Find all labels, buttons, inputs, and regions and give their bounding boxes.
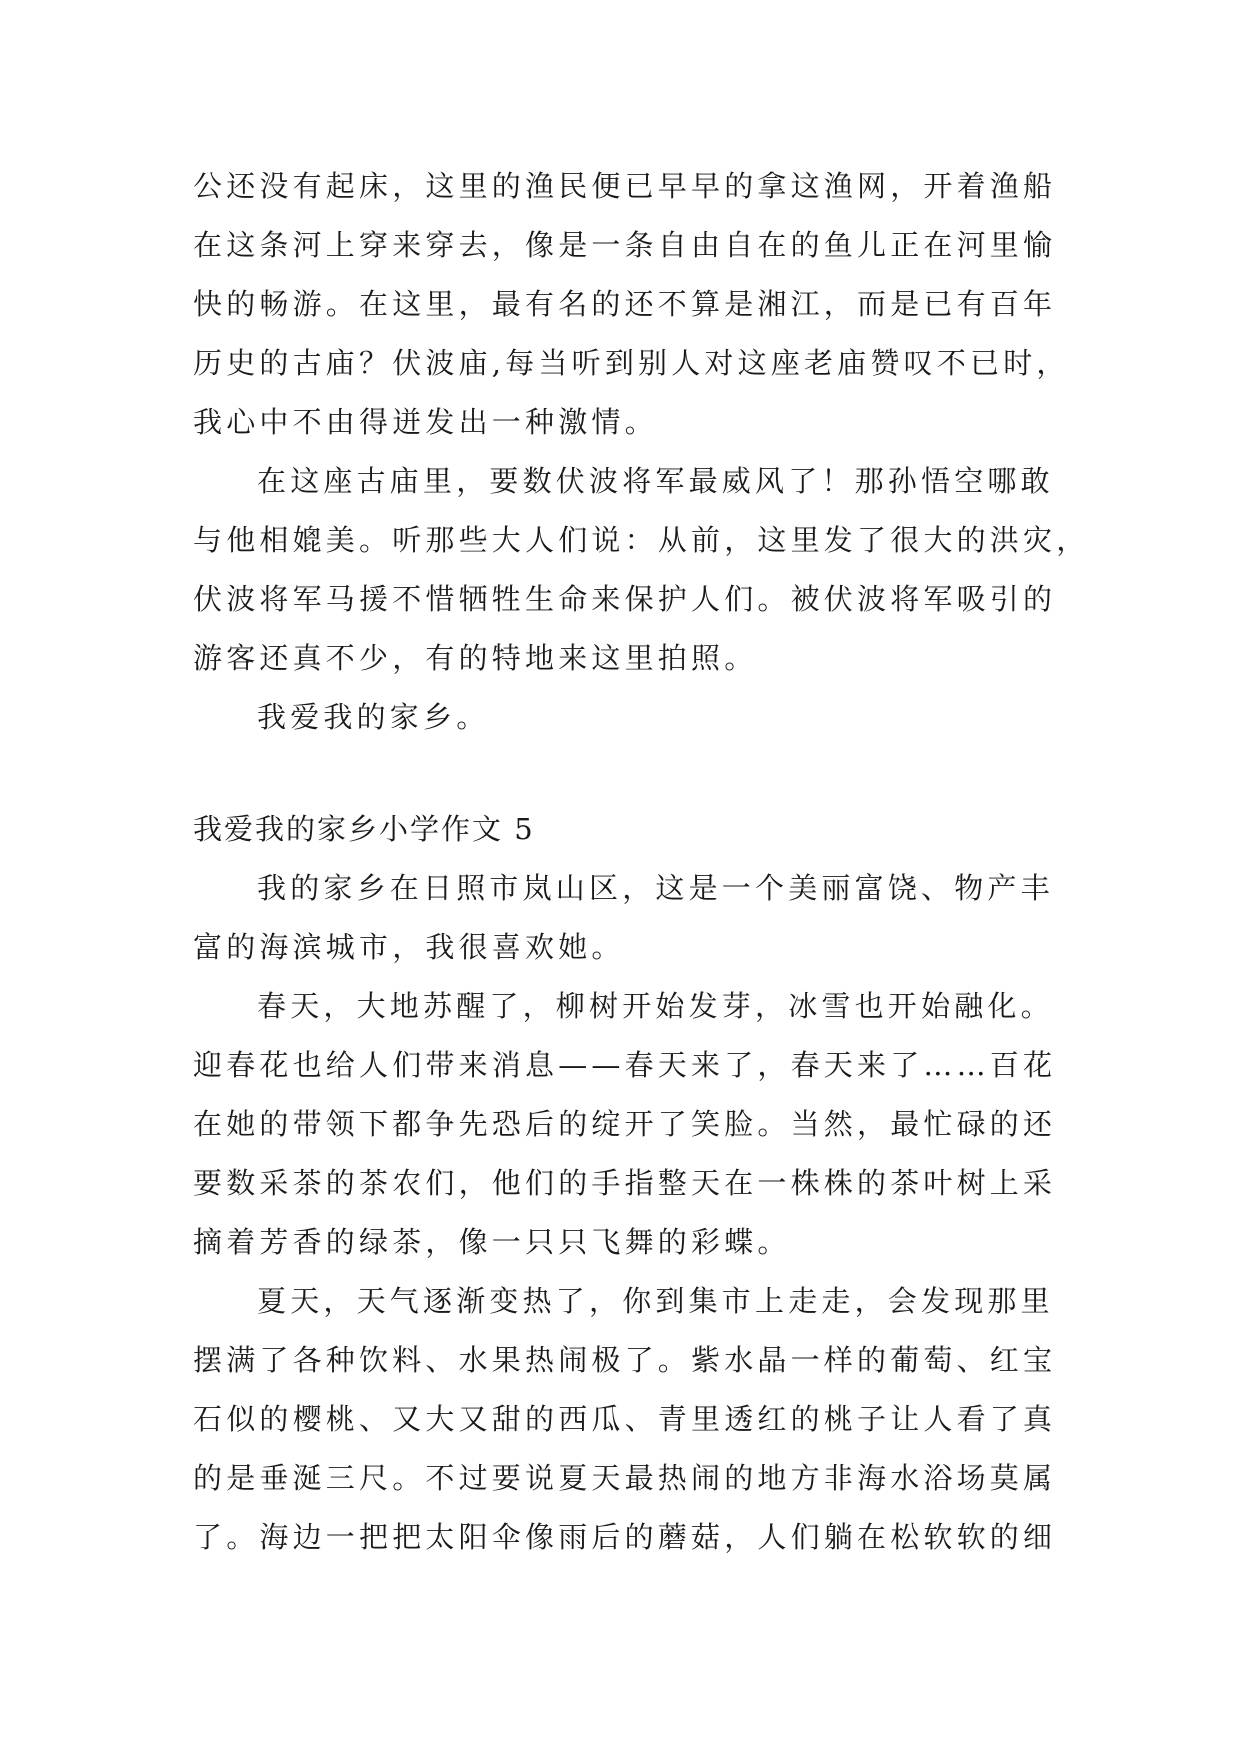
paragraph-first-line: 夏天，天气逐渐变热了，你到集市上走走，会发现那里 xyxy=(257,1284,1054,1318)
text-line: 富的海滨城市，我很喜欢她。 xyxy=(193,930,625,964)
paragraph-first-line: 我爱我的家乡。 xyxy=(257,700,490,734)
paragraph-first-line: 我的家乡在日照市岚山区，这是一个美丽富饶、物产丰 xyxy=(257,871,1054,905)
text-line: 与他相媲美。听那些大人们说：从前，这里发了很大的洪灾， xyxy=(193,523,1090,557)
text-line: 了。海边一把把太阳伞像雨后的蘑菇，人们躺在松软软的细 xyxy=(193,1520,1057,1554)
text-line: 公还没有起床，这里的渔民便已早早的拿这渔网，开着渔船 xyxy=(193,169,1057,203)
section-heading: 我爱我的家乡小学作文 5 xyxy=(193,812,535,846)
text-line: 摆满了各种饮料、水果热闹极了。紫水晶一样的葡萄、红宝 xyxy=(193,1343,1057,1377)
text-line: 摘着芳香的绿茶，像一只只飞舞的彩蝶。 xyxy=(193,1225,791,1259)
text-line: 迎春花也给人们带来消息——春天来了，春天来了……百花 xyxy=(193,1048,1057,1082)
paragraph-first-line: 在这座古庙里，要数伏波将军最威风了！那孙悟空哪敢 xyxy=(257,464,1054,498)
paragraph-first-line: 春天，大地苏醒了，柳树开始发芽，冰雪也开始融化。 xyxy=(257,989,1054,1023)
text-line: 在这条河上穿来穿去，像是一条自由自在的鱼儿正在河里愉 xyxy=(193,228,1057,262)
text-line: 石似的樱桃、又大又甜的西瓜、青里透红的桃子让人看了真 xyxy=(193,1402,1057,1436)
text-line: 历史的古庙？伏波庙,每当听到别人对这座老庙赞叹不已时， xyxy=(193,346,1070,380)
text-line: 要数采茶的茶农们，他们的手指整天在一株株的茶叶树上采 xyxy=(193,1166,1057,1200)
text-line: 伏波将军马援不惜牺牲生命来保护人们。被伏波将军吸引的 xyxy=(193,582,1057,616)
text-line: 的是垂涎三尺。不过要说夏天最热闹的地方非海水浴场莫属 xyxy=(193,1461,1057,1495)
text-line: 我心中不由得迸发出一种激情。 xyxy=(193,405,658,439)
text-line: 快的畅游。在这里，最有名的还不算是湘江，而是已有百年 xyxy=(193,287,1057,321)
text-line: 游客还真不少，有的特地来这里拍照。 xyxy=(193,641,758,675)
text-line: 在她的带领下都争先恐后的绽开了笑脸。当然，最忙碌的还 xyxy=(193,1107,1057,1141)
